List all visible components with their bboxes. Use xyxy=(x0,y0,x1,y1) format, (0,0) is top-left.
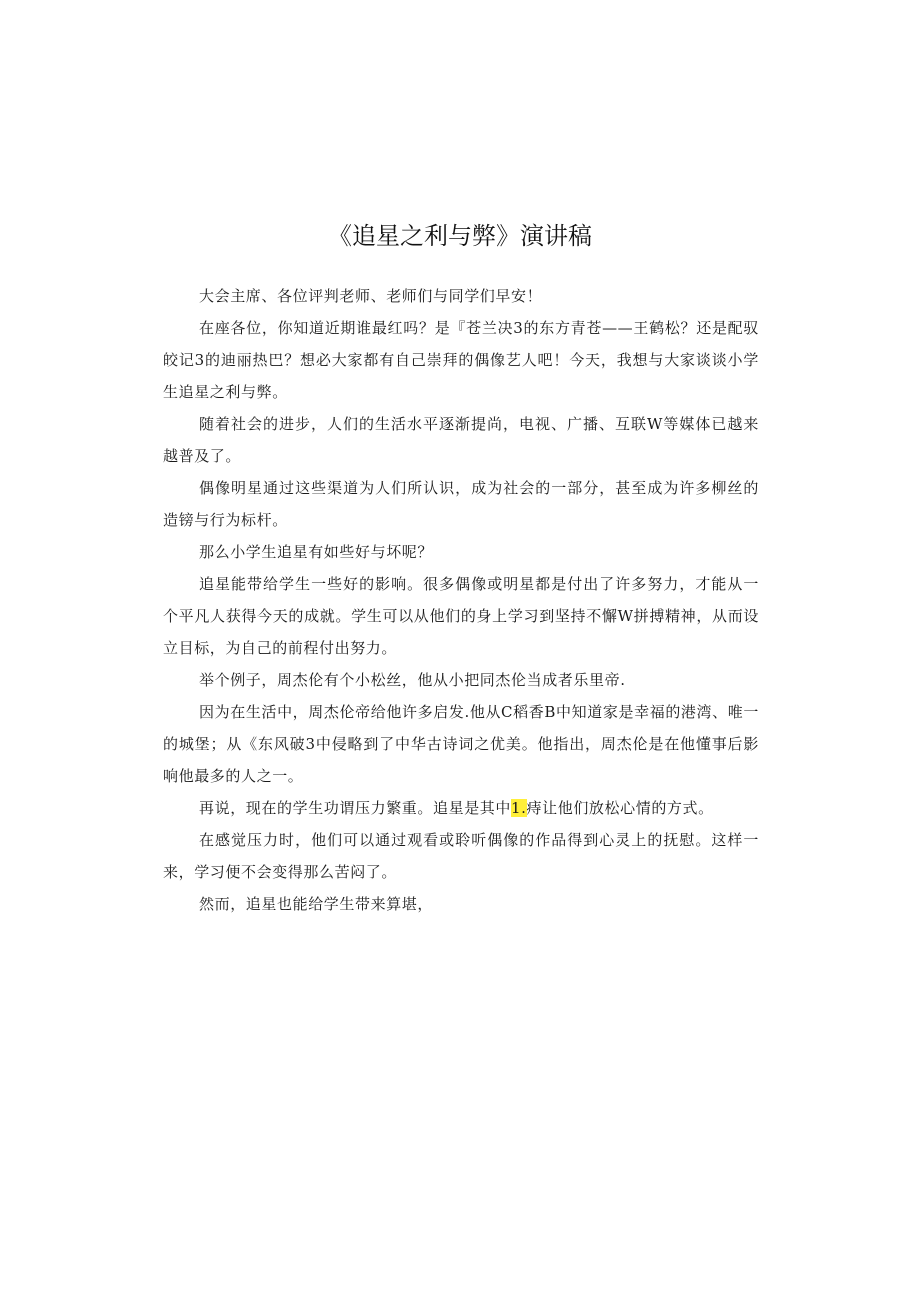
pressure-text-after: 痔让他们放松心情的方式。 xyxy=(526,799,714,817)
paragraph-social-progress: 随着社会的进步，人们的生活水平逐渐提尚，电视、广播、互联W等媒体已越来越普及了。 xyxy=(163,415,759,465)
paragraph-intro: 在座各位，你知道近期谁最红吗？是『苍兰决3的东方青苍——王鹤松？还是配驭皎记3的迪丽热巴？想必大家都有自己崇拜的偶像艺人吧！今天，我想与大家谈谈小学生追星之利与弊。 xyxy=(163,319,759,401)
paragraph-question: 那么小学生追星有如些好与坏呢？ xyxy=(199,543,434,561)
document-title: 《追星之利与弊》演讲稿 xyxy=(328,222,592,250)
paragraph-greeting: 大会主席、各位评判老师、老师们与同学们早安！ xyxy=(199,287,543,305)
paragraph-comfort: 在感觉压力时，他们可以通过观看或聆听偶像的作品得到心灵上的抚慰。这样一来，学习便不会变得那么苦闷了。 xyxy=(163,831,759,881)
paragraph-jay-chou: 因为在生活中，周杰伦帝给他许多启发.他从C稻香B中知道家是幸福的港湾、唯一的城堡；从《东风破3中侵略到了中华古诗词之优美。他指出，周杰伦是在他懂事后影响他最多的人之一。 xyxy=(163,703,759,785)
paragraph-however: 然而，追星也能给学生带来算堪， xyxy=(199,895,434,913)
highlighted-text: 1. xyxy=(511,799,527,817)
paragraph-idol-channels: 偶像明星通过这些渠道为人们所认识，成为社会的一部分，甚至成为许多柳丝的造镑与行为标杆。 xyxy=(163,479,759,529)
paragraph-good-influence: 追星能带给学生一些好的影响。很多偶像或明星都是付出了许多努力，才能从一个平凡人获得今天的成就。学生可以从他们的身上学习到坚持不懈W拼搏精神，从而设立目标，为自己的前程付出努力。 xyxy=(163,575,759,657)
document-body xyxy=(163,280,759,920)
paragraph-pressure xyxy=(163,792,759,824)
pressure-text-before: 再说，现在的学生功谓压力繁重。追星是其中 xyxy=(199,799,512,817)
paragraph-example: 举个例子，周杰伦有个小松丝，他从小把同杰伦当成者乐里帝. xyxy=(199,671,626,689)
